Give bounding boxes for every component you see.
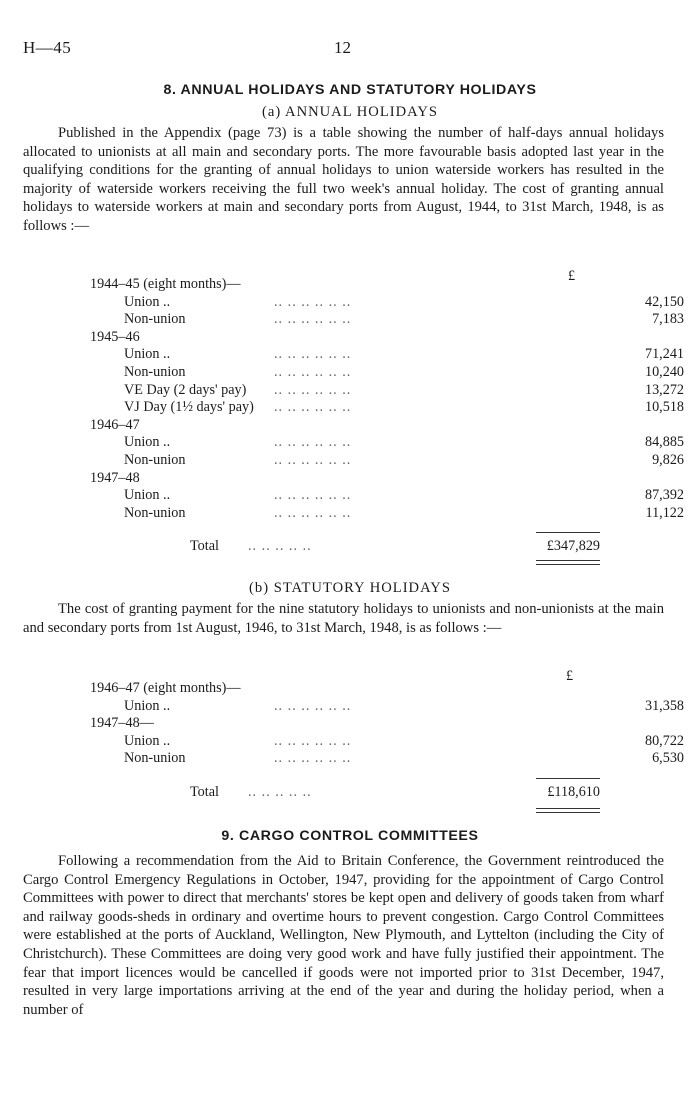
annual-holidays-paragraph: Published in the Appendix (page 73) is a table showing the number of half-days annual holidays allocated to unionists at all main and secondary ports. The more favourable basis adopted last year in the qualifying conditions for the granting of annual holidays to union waterside workers has resulted in the majority of waterside workers receiving the full two week's annual holiday. The cost of granting annual holidays to waterside workers at main and secondary ports from August, 1944, to 31st March, 1948, is as follows :— xyxy=(23,125,664,234)
dot-leader: .. .. .. .. .. .. xyxy=(274,504,352,521)
table-row xyxy=(90,680,684,698)
dot-leader: .. .. .. .. .. .. xyxy=(274,311,352,328)
table-row xyxy=(90,733,684,751)
subsection-a-title: (a) ANNUAL HOLIDAYS xyxy=(261,104,438,120)
dot-leader: .. .. .. .. .. .. xyxy=(274,381,352,398)
row-amount xyxy=(604,417,684,435)
dot-leader: .. .. .. .. .. .. xyxy=(274,293,352,310)
row-label: Union .. xyxy=(124,434,171,451)
table-a-total-leader: .. .. .. .. .. xyxy=(248,538,312,554)
dot-leader xyxy=(274,417,604,435)
row-label: 1946–47 (eight months)— xyxy=(90,680,241,696)
row-amount: 71,241 xyxy=(644,346,684,363)
table-row xyxy=(90,294,684,312)
table-row xyxy=(90,364,684,382)
row-label: 1945–46 xyxy=(90,328,140,345)
row-label: Union .. xyxy=(124,293,171,310)
row-label: Union .. xyxy=(124,346,171,363)
dot-leader: .. .. .. .. .. .. xyxy=(274,451,352,468)
dot-leader: .. .. .. .. .. .. xyxy=(274,750,352,767)
table-row xyxy=(90,399,684,417)
table-b-total-leader: .. .. .. .. .. xyxy=(248,784,312,800)
table-a-sum-rule xyxy=(536,532,600,533)
table-row xyxy=(90,505,684,523)
dot-leader: .. .. .. .. .. .. xyxy=(274,697,352,714)
row-amount: 7,183 xyxy=(652,311,684,328)
row-label: Non-union xyxy=(124,311,186,328)
row-label: 1947–48— xyxy=(90,715,154,732)
row-amount: 10,518 xyxy=(644,399,684,416)
table-row xyxy=(90,470,684,488)
row-amount: 6,530 xyxy=(652,750,684,767)
table-b-sum-rule xyxy=(536,778,600,779)
row-label: 1946–47 xyxy=(90,416,140,433)
table-a-total-label: Total xyxy=(190,538,219,554)
table-row xyxy=(90,434,684,452)
table-row xyxy=(90,417,684,435)
table-b-total-amount: £118,610 xyxy=(547,784,600,800)
dot-leader xyxy=(274,329,604,347)
row-label: Non-union xyxy=(124,750,186,767)
dot-leader: .. .. .. .. .. .. xyxy=(274,434,352,451)
section-9-title: 9. CARGO CONTROL COMMITTEES xyxy=(221,828,479,844)
table-b-currency-header: £ xyxy=(566,668,574,684)
row-amount: 84,885 xyxy=(644,434,684,451)
row-amount xyxy=(604,276,684,294)
row-amount: 31,358 xyxy=(644,697,684,714)
row-label: VE Day (2 days' pay) xyxy=(124,381,247,398)
dot-leader xyxy=(274,680,604,698)
dot-leader xyxy=(274,715,604,733)
dot-leader: .. .. .. .. .. .. xyxy=(274,346,352,363)
row-label: 1944–45 (eight months)— xyxy=(90,276,241,292)
row-amount: 9,826 xyxy=(652,451,684,468)
section-8-title: 8. ANNUAL HOLIDAYS AND STATUTORY HOLIDAYS xyxy=(163,82,537,98)
row-amount: 13,272 xyxy=(644,381,684,398)
row-label: Non-union xyxy=(124,363,186,380)
table-row xyxy=(90,452,684,470)
annual-holidays-cost-table xyxy=(90,276,684,522)
dot-leader: .. .. .. .. .. .. xyxy=(274,363,352,380)
row-label: Union .. xyxy=(124,487,171,504)
row-amount xyxy=(604,329,684,347)
dot-leader xyxy=(274,276,604,294)
table-row xyxy=(90,487,684,505)
row-label: Non-union xyxy=(124,504,186,521)
row-label: Non-union xyxy=(124,451,186,468)
subsection-b-title: (b) STATUTORY HOLIDAYS xyxy=(249,580,451,596)
statutory-holidays-cost-table xyxy=(90,680,684,768)
row-amount xyxy=(604,680,684,698)
table-row xyxy=(90,382,684,400)
row-amount xyxy=(604,470,684,488)
dot-leader xyxy=(274,470,604,488)
table-a-total-double-rule xyxy=(536,560,600,565)
table-row xyxy=(90,276,684,294)
cargo-control-paragraph: Following a recommendation from the Aid to Britain Conference, the Government reintroduced the Cargo Control Emergency Regulations in October, 1947, providing for the appointment of Cargo Control Committees with power to direct that merchants' stores be kept open and delivery of goods taken from wharf and railway goods-sheds in ordinary and overtime hours to prevent congestion. Cargo Control Committees were established at the ports of Auckland, Wellington, New Plymouth, and Lyttelton (including the City of Christchurch). These Committees are doing very good work and have fully justified their appointment. The fear that import licences would be cancelled if goods were not imported prior to 31st December, 1947, resulted in very large importations arriving at the end of the year and during the holiday period, when a number of xyxy=(23,853,664,1018)
dot-leader: .. .. .. .. .. .. xyxy=(274,487,352,504)
table-b-total-label: Total xyxy=(190,784,219,800)
dot-leader: .. .. .. .. .. .. xyxy=(274,399,352,416)
row-amount: 80,722 xyxy=(644,732,684,749)
table-row xyxy=(90,698,684,716)
table-a-currency-header: £ xyxy=(568,268,576,284)
row-label: Union .. xyxy=(124,697,171,714)
row-label: 1947–48 xyxy=(90,469,140,486)
table-row xyxy=(90,750,684,768)
table-row xyxy=(90,346,684,364)
row-label: Union .. xyxy=(124,732,171,749)
row-amount: 87,392 xyxy=(644,487,684,504)
row-amount: 10,240 xyxy=(644,363,684,380)
table-row xyxy=(90,715,684,733)
table-b-total-double-rule xyxy=(536,808,600,813)
table-row xyxy=(90,311,684,329)
row-amount: 42,150 xyxy=(644,293,684,310)
page-number: 12 xyxy=(334,38,351,57)
dot-leader: .. .. .. .. .. .. xyxy=(274,732,352,749)
table-a-total-amount: £347,829 xyxy=(546,538,600,554)
document-reference: H—45 xyxy=(23,38,72,57)
table-row xyxy=(90,329,684,347)
row-label: VJ Day (1½ days' pay) xyxy=(124,399,254,416)
row-amount xyxy=(604,715,684,733)
row-amount: 11,122 xyxy=(645,504,684,521)
statutory-holidays-paragraph: The cost of granting payment for the nine statutory holidays to unionists and non-unionists at the main and secondary ports from 1st August, 1946, to 31st March, 1948, is as follows :— xyxy=(23,601,664,636)
